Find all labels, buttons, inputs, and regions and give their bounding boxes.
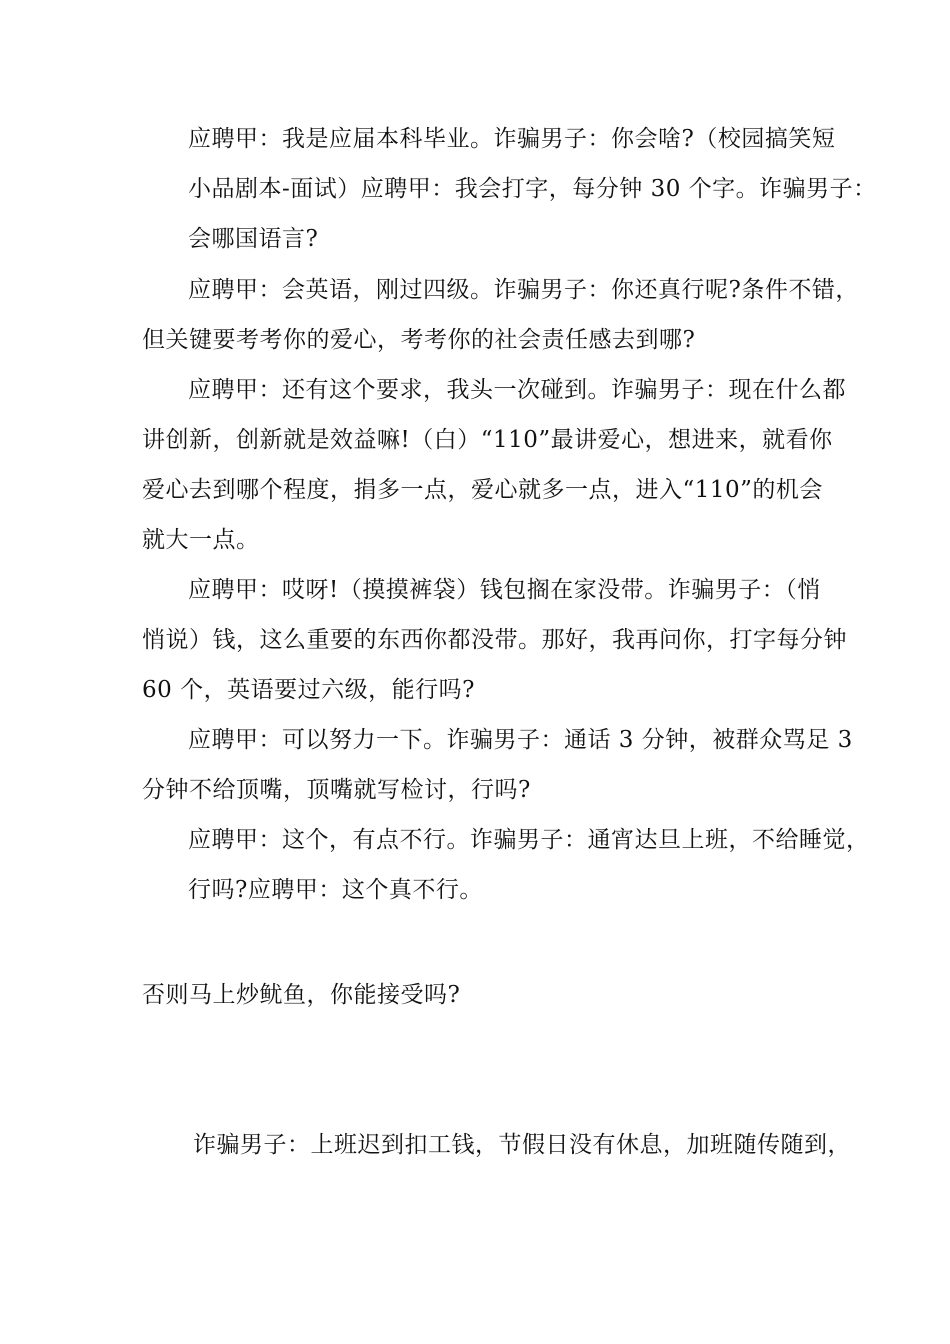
- text-line-17: 否则马上炒鱿鱼，你能接受吗?: [142, 982, 461, 1008]
- text-line-9: 就大一点。: [142, 527, 260, 553]
- text-line-12: 60 个，英语要过六级，能行吗?: [142, 677, 475, 703]
- text-line-14: 分钟不给顶嘴，顶嘴就写检讨，行吗?: [142, 777, 531, 803]
- text-line-1: 应聘甲：我是应届本科毕业。诈骗男子：你会啥?（校园搞笑短: [188, 126, 836, 152]
- text-line-11: 悄说）钱，这么重要的东西你都没带。那好，我再问你，打字每分钟: [142, 627, 847, 653]
- text-line-3: 会哪国语言?: [188, 226, 319, 252]
- text-line-6: 应聘甲：还有这个要求，我头一次碰到。诈骗男子：现在什么都: [188, 377, 846, 403]
- text-line-4: 应聘甲：会英语，刚过四级。诈骗男子：你还真行呢?条件不错，: [188, 277, 859, 303]
- text-line-18: 诈骗男子：上班迟到扣工钱，节假日没有休息，加班随传随到，: [193, 1132, 851, 1158]
- text-line-7: 讲创新，创新就是效益嘛!（白）“110”最讲爱心，想进来，就看你: [142, 427, 833, 453]
- text-line-13: 应聘甲：可以努力一下。诈骗男子：通话 3 分钟，被群众骂足 3: [188, 727, 853, 753]
- text-line-2: 小品剧本-面试）应聘甲：我会打字，每分钟 30 个字。诈骗男子：: [188, 176, 877, 202]
- text-line-10: 应聘甲：哎呀!（摸摸裤袋）钱包搁在家没带。诈骗男子：（悄: [188, 577, 821, 603]
- text-line-5: 但关键要考考你的爱心，考考你的社会责任感去到哪?: [142, 327, 696, 353]
- text-line-16: 行吗?应聘甲：这个真不行。: [188, 877, 483, 903]
- text-line-8: 爱心去到哪个程度，捐多一点，爱心就多一点，进入“110”的机会: [142, 477, 823, 503]
- text-line-15: 应聘甲：这个，有点不行。诈骗男子：通宵达旦上班，不给睡觉，: [188, 827, 870, 853]
